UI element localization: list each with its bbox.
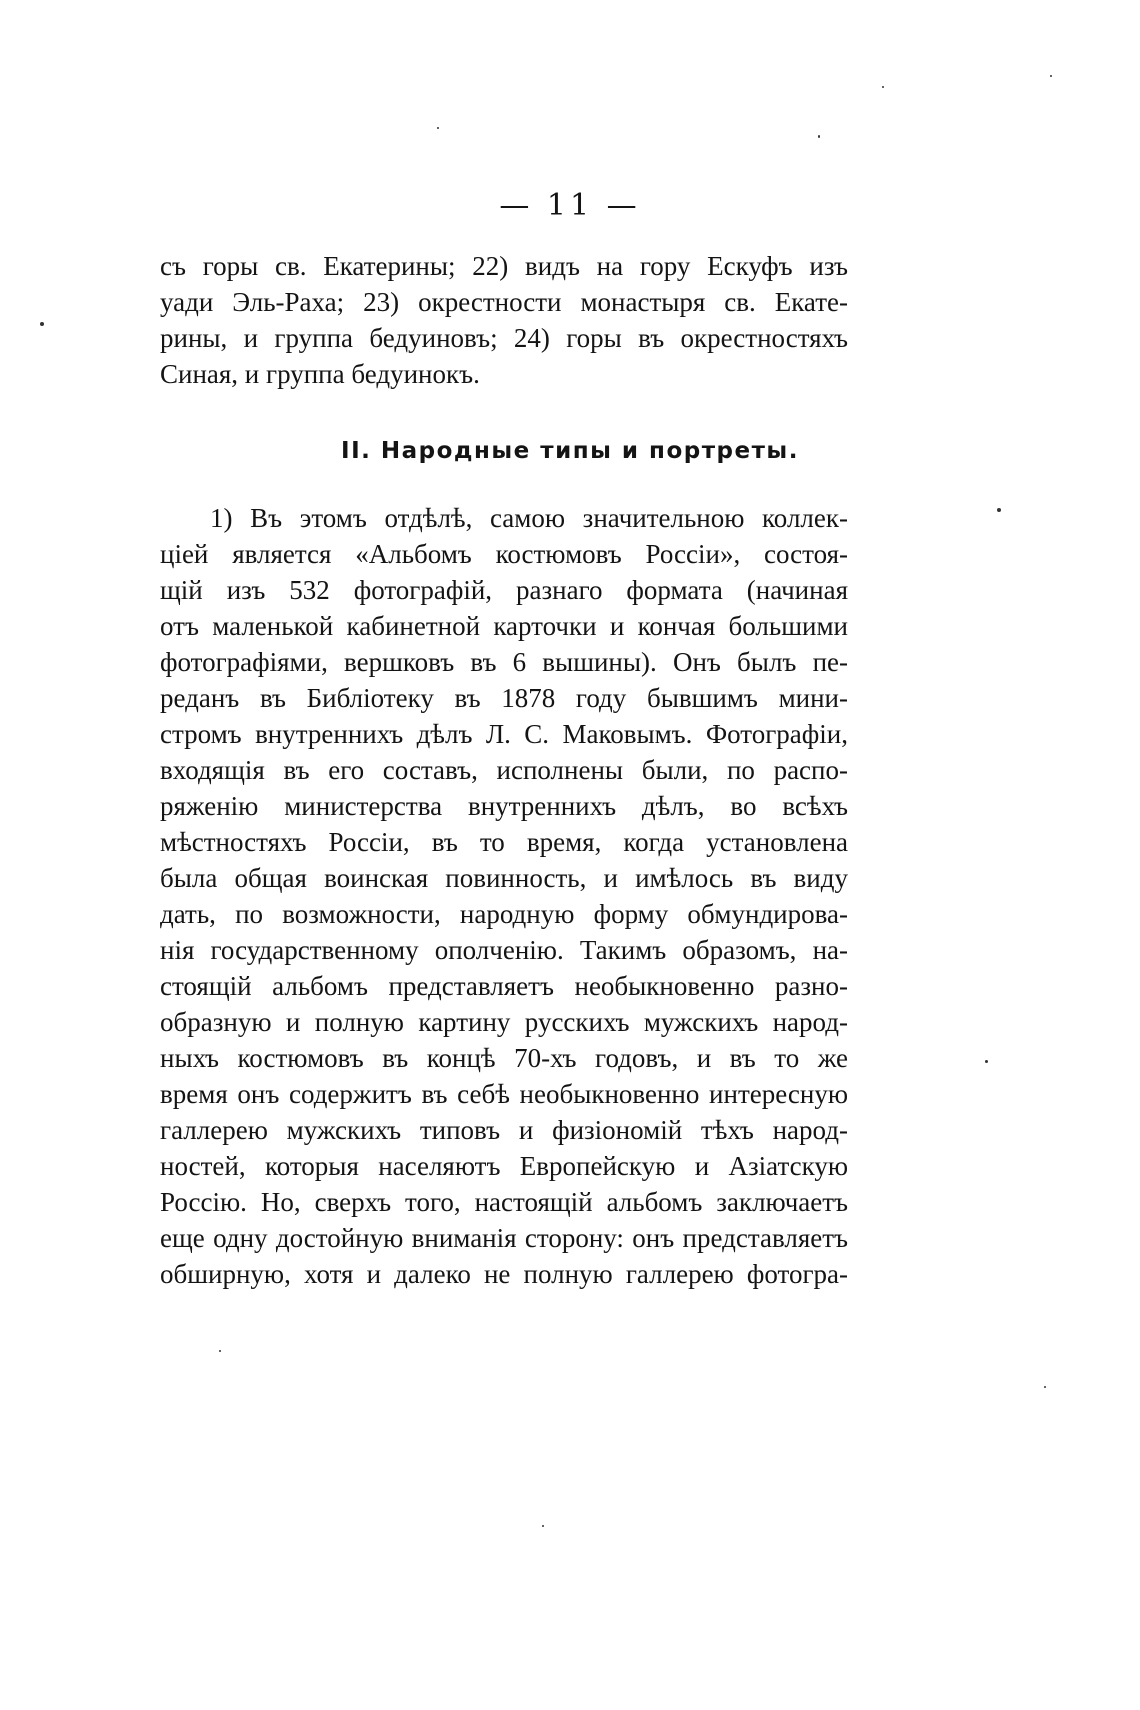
text-line: съ горы св. Екатерины; 22) видъ на гору Ескуфъ изъ xyxy=(160,251,848,281)
text-line: дать, по возможности, народную форму обмундирова- xyxy=(160,899,848,929)
scan-speck xyxy=(437,127,439,129)
section-heading: II. Народные типы и портреты. xyxy=(341,438,799,464)
text-line: Россію. Но, сверхъ того, настоящій альбомъ заключаетъ xyxy=(160,1187,848,1217)
text-line: ностей, которыя населяютъ Европейскую и Азіатскую xyxy=(160,1151,848,1181)
text-line: стромъ внутреннихъ дѣлъ Л. С. Маковымъ. Фотографіи, xyxy=(160,719,848,749)
scan-speck xyxy=(1044,1386,1046,1388)
text-line: еще одну достойную вниманія сторону: онъ представляетъ xyxy=(160,1223,848,1253)
text-line: Синая, и группа бедуинокъ. xyxy=(160,359,480,389)
scan-speck xyxy=(882,86,884,88)
text-line: ныхъ костюмовъ въ концѣ 70-хъ годовъ, и въ то же xyxy=(160,1043,848,1073)
text-line: щій изъ 532 фотографій, разнаго формата (начиная xyxy=(160,575,848,605)
scan-speck xyxy=(1050,75,1052,77)
text-line: обширную, хотя и далеко не полную галлерею фотогра- xyxy=(160,1259,848,1289)
body-paragraph xyxy=(160,500,848,1292)
text-line: ціей является «Альбомъ костюмовъ Россіи», состоя- xyxy=(160,539,848,569)
text-line: рины, и группа бедуиновъ; 24) горы въ окрестностяхъ xyxy=(160,323,848,353)
text-line: реданъ въ Библіотеку въ 1878 году бывшимъ мини- xyxy=(160,683,848,713)
text-line: отъ маленькой кабинетной карточки и кончая большими xyxy=(160,611,848,641)
text-line: входящія въ его составъ, исполнены были, по распо- xyxy=(160,755,848,785)
scan-speck xyxy=(818,135,820,138)
scan-speck xyxy=(985,1060,988,1063)
page-number: — 11 — xyxy=(499,188,641,223)
text-line: 1) Въ этомъ отдѣлѣ, самою значительною коллек- xyxy=(210,503,848,533)
text-line: мѣстностяхъ Россіи, въ то время, когда установлена xyxy=(160,827,848,857)
text-line: была общая воинская повинность, и имѣлось въ виду xyxy=(160,863,848,893)
text-line: нія государственному ополченію. Такимъ образомъ, на- xyxy=(160,935,848,965)
scan-speck xyxy=(997,508,1001,512)
text-line: время онъ содержитъ въ себѣ необыкновенно интересную xyxy=(160,1079,848,1109)
text-line: ряженію министерства внутреннихъ дѣлъ, во всѣхъ xyxy=(160,791,848,821)
text-line: галлерею мужскихъ типовъ и физіономій тѣхъ народ- xyxy=(160,1115,848,1145)
scan-speck xyxy=(542,1525,544,1527)
scan-speck xyxy=(219,1350,221,1352)
text-line: образную и полную картину русскихъ мужскихъ народ- xyxy=(160,1007,848,1037)
text-line: уади Эль-Раха; 23) окрестности монастыря св. Екате- xyxy=(160,287,848,317)
text-line: стоящій альбомъ представляетъ необыкновенно разно- xyxy=(160,971,848,1001)
text-line: фотографіями, вершковъ въ 6 вышины). Онъ былъ пе- xyxy=(160,647,848,677)
scan-speck xyxy=(40,322,44,326)
continued-text xyxy=(160,248,848,392)
